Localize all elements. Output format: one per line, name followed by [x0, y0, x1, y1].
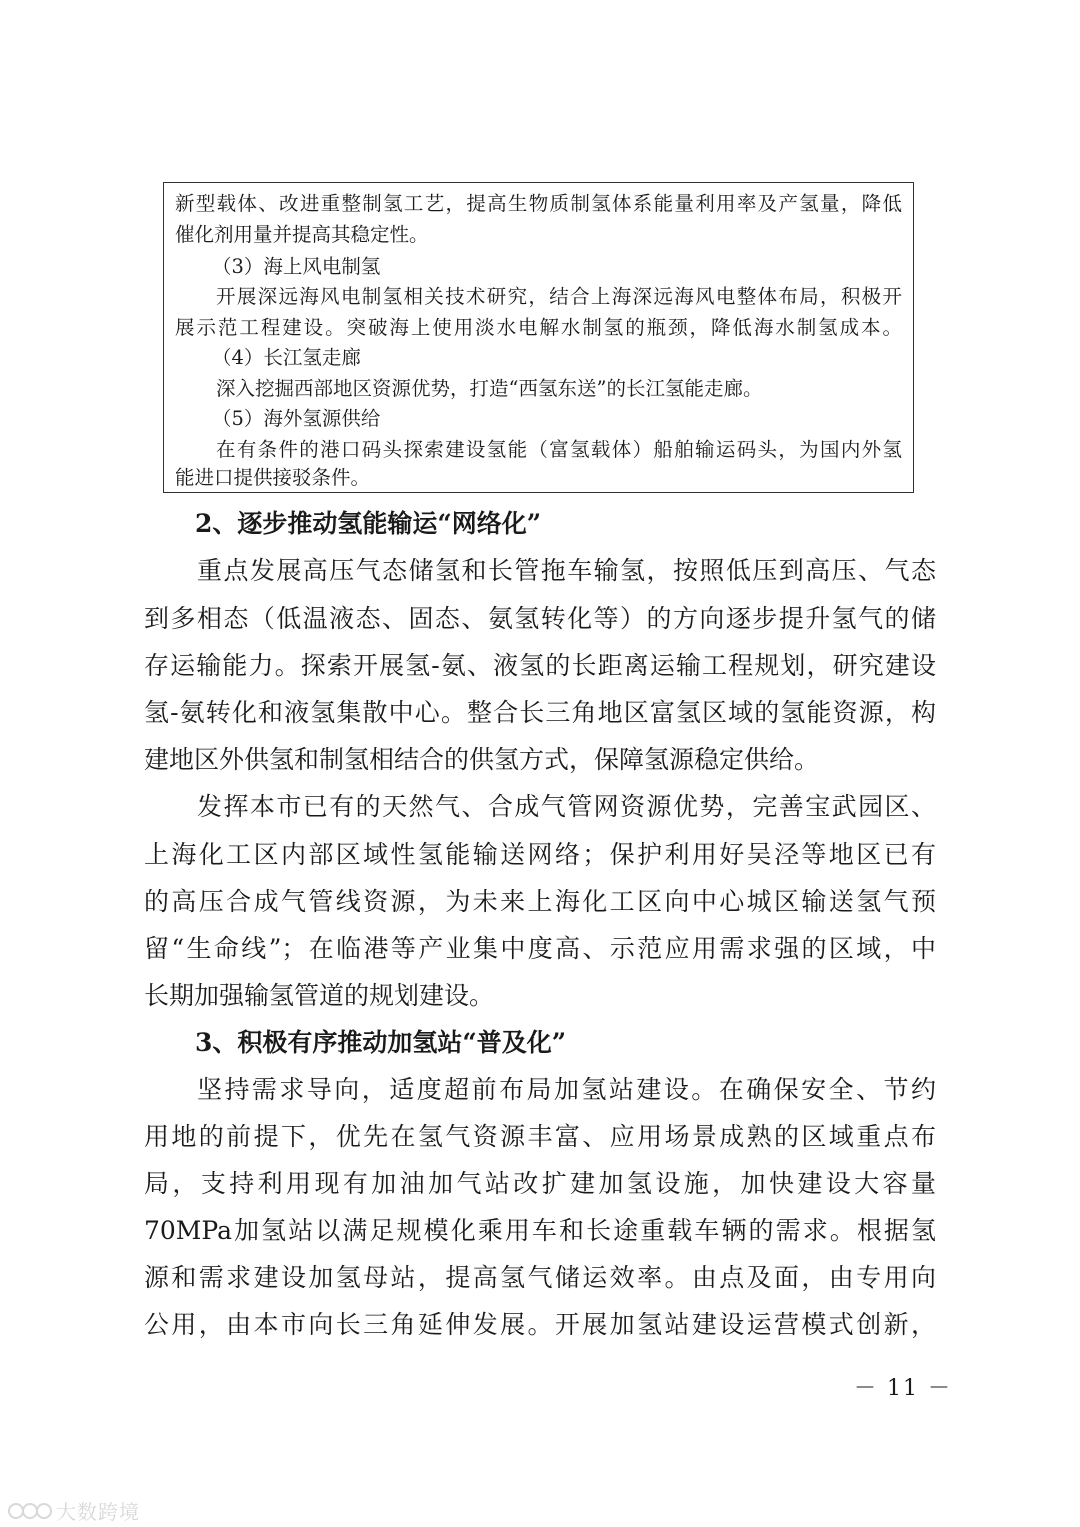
box-line: 催化剂用量并提高其稳定性。 [175, 223, 429, 246]
page-number: － 11 － [854, 1376, 952, 1401]
paragraph-line: 建地区外供氢和制氢相结合的供氢方式，保障氢源稳定供给。 [144, 745, 820, 774]
box-line: 新型载体、改进重整制氢工艺，提高生物质制氢体系能量利用率及产氢量，降低 [175, 192, 902, 215]
section-heading-2: 2、逐步推动氢能输运“网络化” [195, 509, 542, 538]
paragraph-line: 发挥本市已有的天然气、合成气管网资源优势，完善宝武园区、 [197, 792, 936, 821]
watermark-text: 大数跨境 [56, 1500, 140, 1524]
paragraph-line: 坚持需求导向，适度超前布局加氢站建设。在确保安全、节约 [197, 1075, 936, 1104]
paragraph-line: 局，支持利用现有加油加气站改扩建加氢设施，加快建设大容量 [144, 1169, 936, 1198]
paragraph-line: 源和需求建设加氢母站，提高氢气储运效率。由点及面，由专用向 [144, 1263, 936, 1292]
box-line: 开展深远海风电制氢相关技术研究，结合上海深远海风电整体布局，积极开 [216, 285, 902, 308]
box-line: 在有条件的港口码头探索建设氢能（富氢载体）船舶输运码头，为国内外氢 [216, 438, 902, 461]
box-line: 深入挖掘西部地区资源优势，打造“西氢东送”的长江氢能走廊。 [216, 377, 763, 400]
watermark [8, 1496, 140, 1525]
box-subheading: （4）长江氢走廊 [212, 346, 361, 369]
paragraph-line: 长期加强输氢管道的规划建设。 [144, 981, 495, 1010]
box-subheading: （3）海上风电制氢 [212, 255, 381, 278]
watermark-logo-icon [8, 1499, 52, 1523]
paragraph-line: 用地的前提下，优先在氢气资源丰富、应用场景成熟的区域重点布 [144, 1122, 936, 1151]
paragraph-line: 重点发展高压气态储氢和长管拖车输氢，按照低压到高压、气态 [197, 556, 936, 585]
paragraph-line: 的高压合成气管线资源，为未来上海化工区向中心城区输送氢气预 [144, 887, 936, 916]
boxed-excerpt [163, 182, 914, 493]
paragraph-line: 上海化工区内部区域性氢能输送网络；保护利用好吴泾等地区已有 [144, 840, 936, 869]
paragraph-line: 70MPa加氢站以满足规模化乘用车和长途重载车辆的需求。根据氢 [144, 1216, 936, 1245]
paragraph-line: 存运输能力。探索开展氢-氨、液氢的长距离运输工程规划，研究建设 [144, 651, 936, 680]
paragraph-line: 到多相态（低温液态、固态、氨氢转化等）的方向逐步提升氢气的储 [144, 604, 936, 633]
section-heading-3: 3、积极有序推动加氢站“普及化” [195, 1028, 567, 1057]
paragraph-line: 留“生命线”；在临港等产业集中度高、示范应用需求强的区域，中 [144, 934, 936, 963]
box-subheading: （5）海外氢源供给 [212, 407, 381, 430]
paragraph-line: 氢-氨转化和液氢集散中心。整合长三角地区富氢区域的氢能资源，构 [144, 698, 936, 727]
paragraph-line: 公用，由本市向长三角延伸发展。开展加氢站建设运营模式创新， [144, 1310, 936, 1339]
box-line: 展示范工程建设。突破海上使用淡水电解水制氢的瓶颈，降低海水制氢成本。 [175, 316, 902, 339]
box-line: 能进口提供接驳条件。 [175, 466, 371, 489]
